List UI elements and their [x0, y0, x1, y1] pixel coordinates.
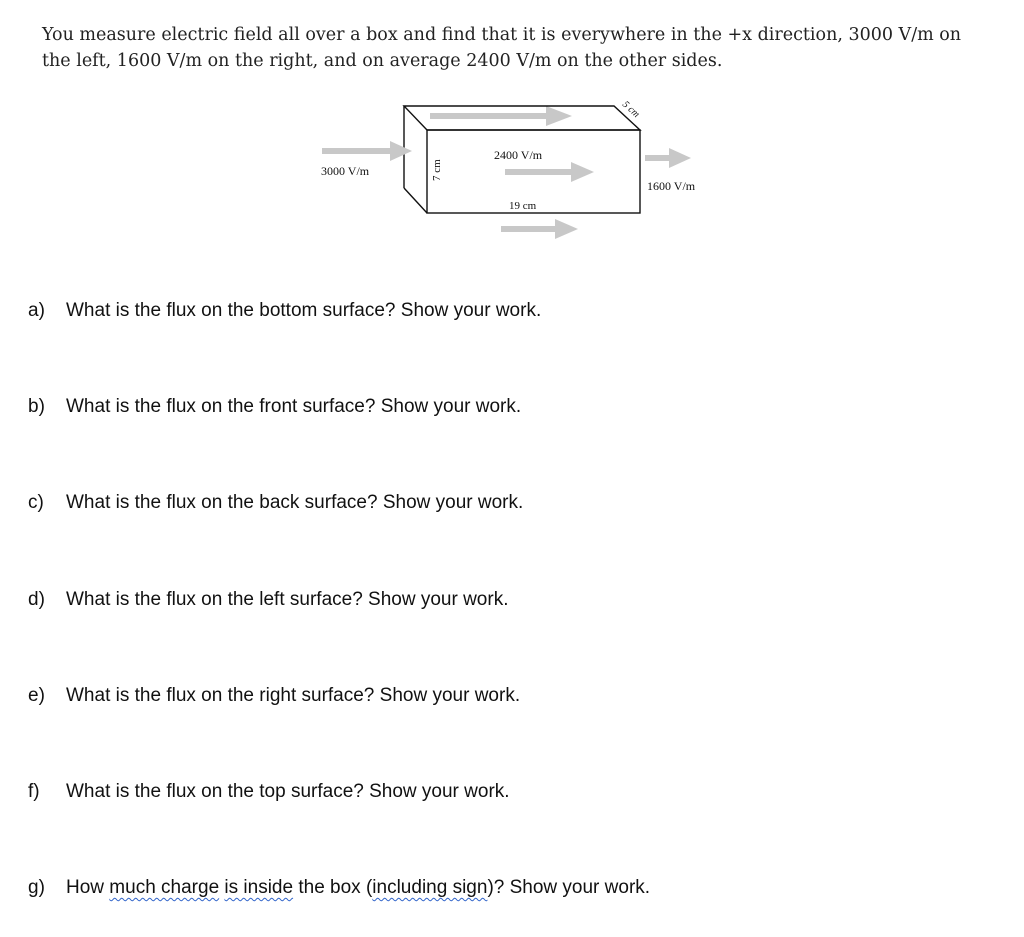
question-e: [28, 685, 520, 707]
question-text: What is the flux on the back surface? Show your work.: [66, 492, 524, 513]
side-field-arrow: [505, 162, 594, 182]
question-letter: c): [28, 492, 44, 513]
question-letter: e): [28, 685, 45, 706]
question-text-part: How: [66, 877, 110, 898]
question-f: [28, 781, 510, 803]
question-text: What is the flux on the bottom surface? Show your work.: [66, 300, 542, 321]
box-diagram: [0, 0, 1024, 260]
depth-label: 5 cm: [619, 99, 642, 121]
question-letter: b): [28, 396, 45, 417]
question-letter: a): [28, 300, 45, 321]
question-b: [28, 396, 521, 418]
question-text: What is the flux on the right surface? Show your work.: [66, 685, 521, 706]
height-label: 7 cm: [431, 159, 443, 181]
problem-line-1: You measure electric field all over a box and find that it is everywhere in the +x direction, 3000 V/m on: [42, 25, 962, 45]
right-field-label: 1600 V/m: [647, 179, 696, 193]
top-field-arrow: [430, 106, 572, 126]
question-letter: g): [28, 877, 45, 898]
question-text-part: the box (: [293, 877, 373, 898]
question-g: [28, 877, 650, 899]
question-a: [28, 300, 541, 322]
question-letter: f): [28, 781, 40, 802]
right-field-arrow: [645, 148, 691, 168]
question-text-part: )? Show your work.: [487, 877, 651, 898]
spellcheck-underlined-text: including sign: [372, 877, 488, 898]
question-text: What is the flux on the front surface? Show your work.: [66, 396, 522, 417]
left-field-label: 3000 V/m: [321, 164, 370, 178]
side-field-label: 2400 V/m: [494, 148, 543, 162]
bottom-field-arrow: [501, 219, 578, 239]
question-text: What is the flux on the left surface? Show your work.: [66, 589, 509, 610]
length-label: 19 cm: [509, 200, 537, 212]
spellcheck-underlined-text: is inside: [224, 877, 294, 898]
left-field-arrow: [322, 141, 412, 161]
problem-line-2: the left, 1600 V/m on the right, and on average 2400 V/m on the other sides.: [42, 51, 723, 71]
question-text: What is the flux on the top surface? Show your work.: [66, 781, 510, 802]
question-d: [28, 589, 508, 611]
spellcheck-underlined-text: much charge: [109, 877, 220, 898]
question-c: [28, 492, 523, 514]
question-letter: d): [28, 589, 45, 610]
